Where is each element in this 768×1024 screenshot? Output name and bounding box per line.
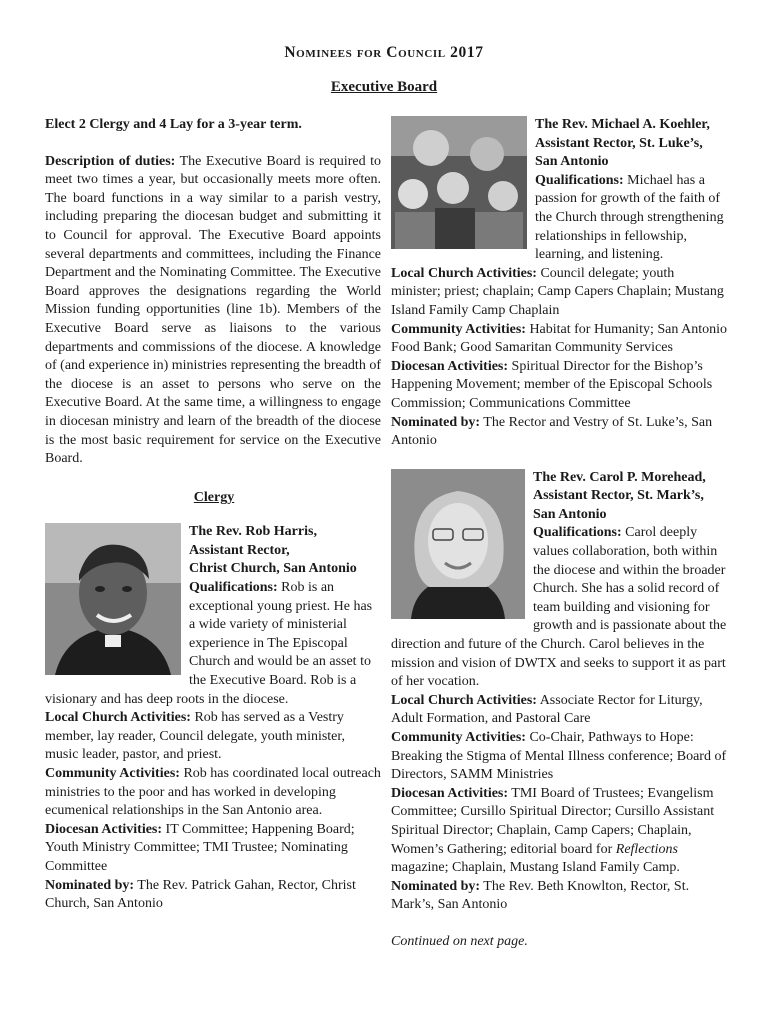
local-text: Associate Rector for Liturgy, Adult Formation, and Pastoral Care bbox=[391, 692, 703, 727]
photo-carol-morehead bbox=[391, 469, 525, 619]
local-church-activities bbox=[391, 265, 727, 321]
diocesan-text: TMI Board of Trustees; Evangelism Committee; Cursillo Spiritual Director; Cursillo Assistant Spiritual Director; Chaplain, Camp Capers; Chaplain, Women’s Gathering; editorial board for bbox=[391, 785, 715, 857]
diocesan-text: magazine; Chaplain, Mustang Island Family Camp. bbox=[391, 860, 680, 876]
nominated-label: Nominated by: bbox=[45, 877, 135, 893]
duties-label: Description of duties: bbox=[45, 153, 176, 169]
qualifications-label: Qualifications: bbox=[189, 580, 278, 596]
duties-paragraph bbox=[45, 153, 381, 469]
nominated-label: Nominated by: bbox=[391, 414, 481, 430]
qualifications-label: Qualifications: bbox=[535, 172, 624, 188]
nominated-by bbox=[391, 414, 727, 451]
qualifications-text: Rob is an exceptional young priest. He has a wide variety of ministerial experience in The Episcopal Church and would be an asset to the Executive Board. Rob is a visionary and has deep roots in the diocese. bbox=[45, 580, 373, 707]
diocesan-text: Spiritual Director for the Bishop’s Happening Movement; member of the Episcopal Schools Commission; Communications Committee bbox=[391, 358, 713, 411]
community-text: Rob has coordinated local outreach ministries to the poor and has worked in developing ecumenical relationships in the San Antonio area. bbox=[45, 766, 381, 819]
community-activities bbox=[391, 729, 727, 785]
diocesan-activities bbox=[45, 821, 381, 877]
nominated-text: The Rev. Patrick Gahan, Rector, Christ Church, San Antonio bbox=[45, 877, 356, 912]
diocesan-label: Diocesan Activities: bbox=[391, 785, 509, 801]
nominee-name-line: The Rev. Michael A. Koehler, bbox=[535, 117, 710, 132]
local-label: Local Church Activities: bbox=[45, 710, 191, 726]
publication-title: Reflections bbox=[615, 841, 678, 857]
qualifications-text: Carol deeply values collaboration, both within the diocese and within the broader Church. She has a solid record of team building and visioning for growth and is passionate about the direction and future of the Church. Carol believes in the mission and vision of DWTX and seeks to support it as part of her vocation. bbox=[391, 525, 727, 690]
nominee-harris bbox=[45, 523, 381, 913]
photo-michael-koehler bbox=[391, 116, 527, 249]
local-text: Rob has served as a Vestry member, lay reader, Council delegate, youth minister, music leader, pastor, and priest. bbox=[45, 710, 345, 763]
nominee-name-line: San Antonio bbox=[533, 506, 607, 522]
diocesan-text: IT Committee; Happening Board; Youth Ministry Committee; TMI Trustee; Nominating Committee bbox=[45, 821, 355, 874]
diocesan-label: Diocesan Activities: bbox=[391, 358, 509, 374]
photo-rob-harris bbox=[45, 523, 181, 675]
local-label: Local Church Activities: bbox=[391, 265, 537, 281]
local-text: Council delegate; youth minister; priest; chaplain; Camp Capers Chaplain; Mustang Island Family Camp Chaplain bbox=[391, 265, 724, 318]
community-text: Habitat for Humanity; San Antonio Food Bank; Good Samaritan Community Services bbox=[391, 321, 727, 356]
nominee-morehead bbox=[391, 469, 727, 915]
right-column bbox=[391, 116, 727, 952]
local-label: Local Church Activities: bbox=[391, 692, 537, 708]
diocesan-activities bbox=[391, 358, 727, 414]
community-text: Co-Chair, Pathways to Hope: Breaking the Stigma of Mental Illness conference; Board of Directors, SAMM Ministries bbox=[391, 730, 727, 783]
nominee-name-line: The Rev. Rob Harris, bbox=[189, 524, 317, 540]
election-instruction: Elect 2 Clergy and 4 Lay for a 3-year term. bbox=[45, 117, 302, 132]
section-title: Executive Board bbox=[330, 79, 438, 95]
nominee-name-line: Assistant Rector, bbox=[189, 542, 290, 558]
local-church-activities bbox=[45, 709, 381, 765]
nominee-name-line: Christ Church, San Antonio bbox=[189, 561, 357, 577]
nominee-koehler bbox=[391, 116, 727, 451]
local-church-activities bbox=[391, 692, 727, 729]
nominated-text: The Rector and Vestry of St. Luke’s, San Antonio bbox=[391, 414, 713, 449]
nominee-name-line: San Antonio bbox=[535, 154, 609, 170]
community-activities bbox=[391, 321, 727, 358]
community-label: Community Activities: bbox=[45, 766, 180, 781]
diocesan-activities bbox=[391, 785, 727, 878]
clergy-heading: Clergy bbox=[193, 489, 235, 505]
nominated-label: Nominated by: bbox=[391, 878, 481, 894]
nominee-name-line: The Rev. Carol P. Morehead, bbox=[533, 469, 706, 485]
qualifications-label: Qualifications: bbox=[533, 525, 622, 541]
nominee-name-line: Assistant Rector, St. Luke’s, bbox=[535, 135, 703, 151]
continued-note: Continued on next page. bbox=[391, 933, 528, 949]
nominated-by bbox=[391, 878, 727, 915]
community-label: Community Activities: bbox=[391, 730, 526, 745]
page-title: Nominees for Council 2017 bbox=[284, 44, 484, 61]
left-column bbox=[45, 116, 381, 914]
community-label: Community Activities: bbox=[391, 321, 526, 337]
nominee-name-line: Assistant Rector, St. Mark’s, bbox=[533, 488, 704, 504]
diocesan-label: Diocesan Activities: bbox=[45, 821, 163, 837]
duties-text: The Executive Board is required to meet two times a year, but occasionally meets more often. The board functions in a way similar to a parish vestry, including preparing the diocesan budget and submitting it to Council for approval. The Executive Board appoints several departments and committees, including the Finance Department and the Nominating Committee. The Executive Board approves the designations regarding the World Mission funding opportunities (line 1b). Members of the Executive Board serve as liaisons to the various departments and commissions of the diocese. A knowledge of (and experience in) ministries representing the breadth of the diocese is an asset to persons who serve on the Executive Board. At the same time, a willingness to engage in diocesan ministry and learn of the breadth of the diocese is the most basic requirement for service on the Executive Board. bbox=[45, 153, 381, 467]
qualifications-text: Michael has a passion for growth of the faith of the Church through strengthening relationships in fellowship, learning, and listening. bbox=[535, 172, 724, 263]
nominated-text: The Rev. Beth Knowlton, Rector, St. Mark’s, San Antonio bbox=[391, 878, 690, 913]
community-activities bbox=[45, 765, 381, 821]
nominated-by bbox=[45, 877, 381, 914]
